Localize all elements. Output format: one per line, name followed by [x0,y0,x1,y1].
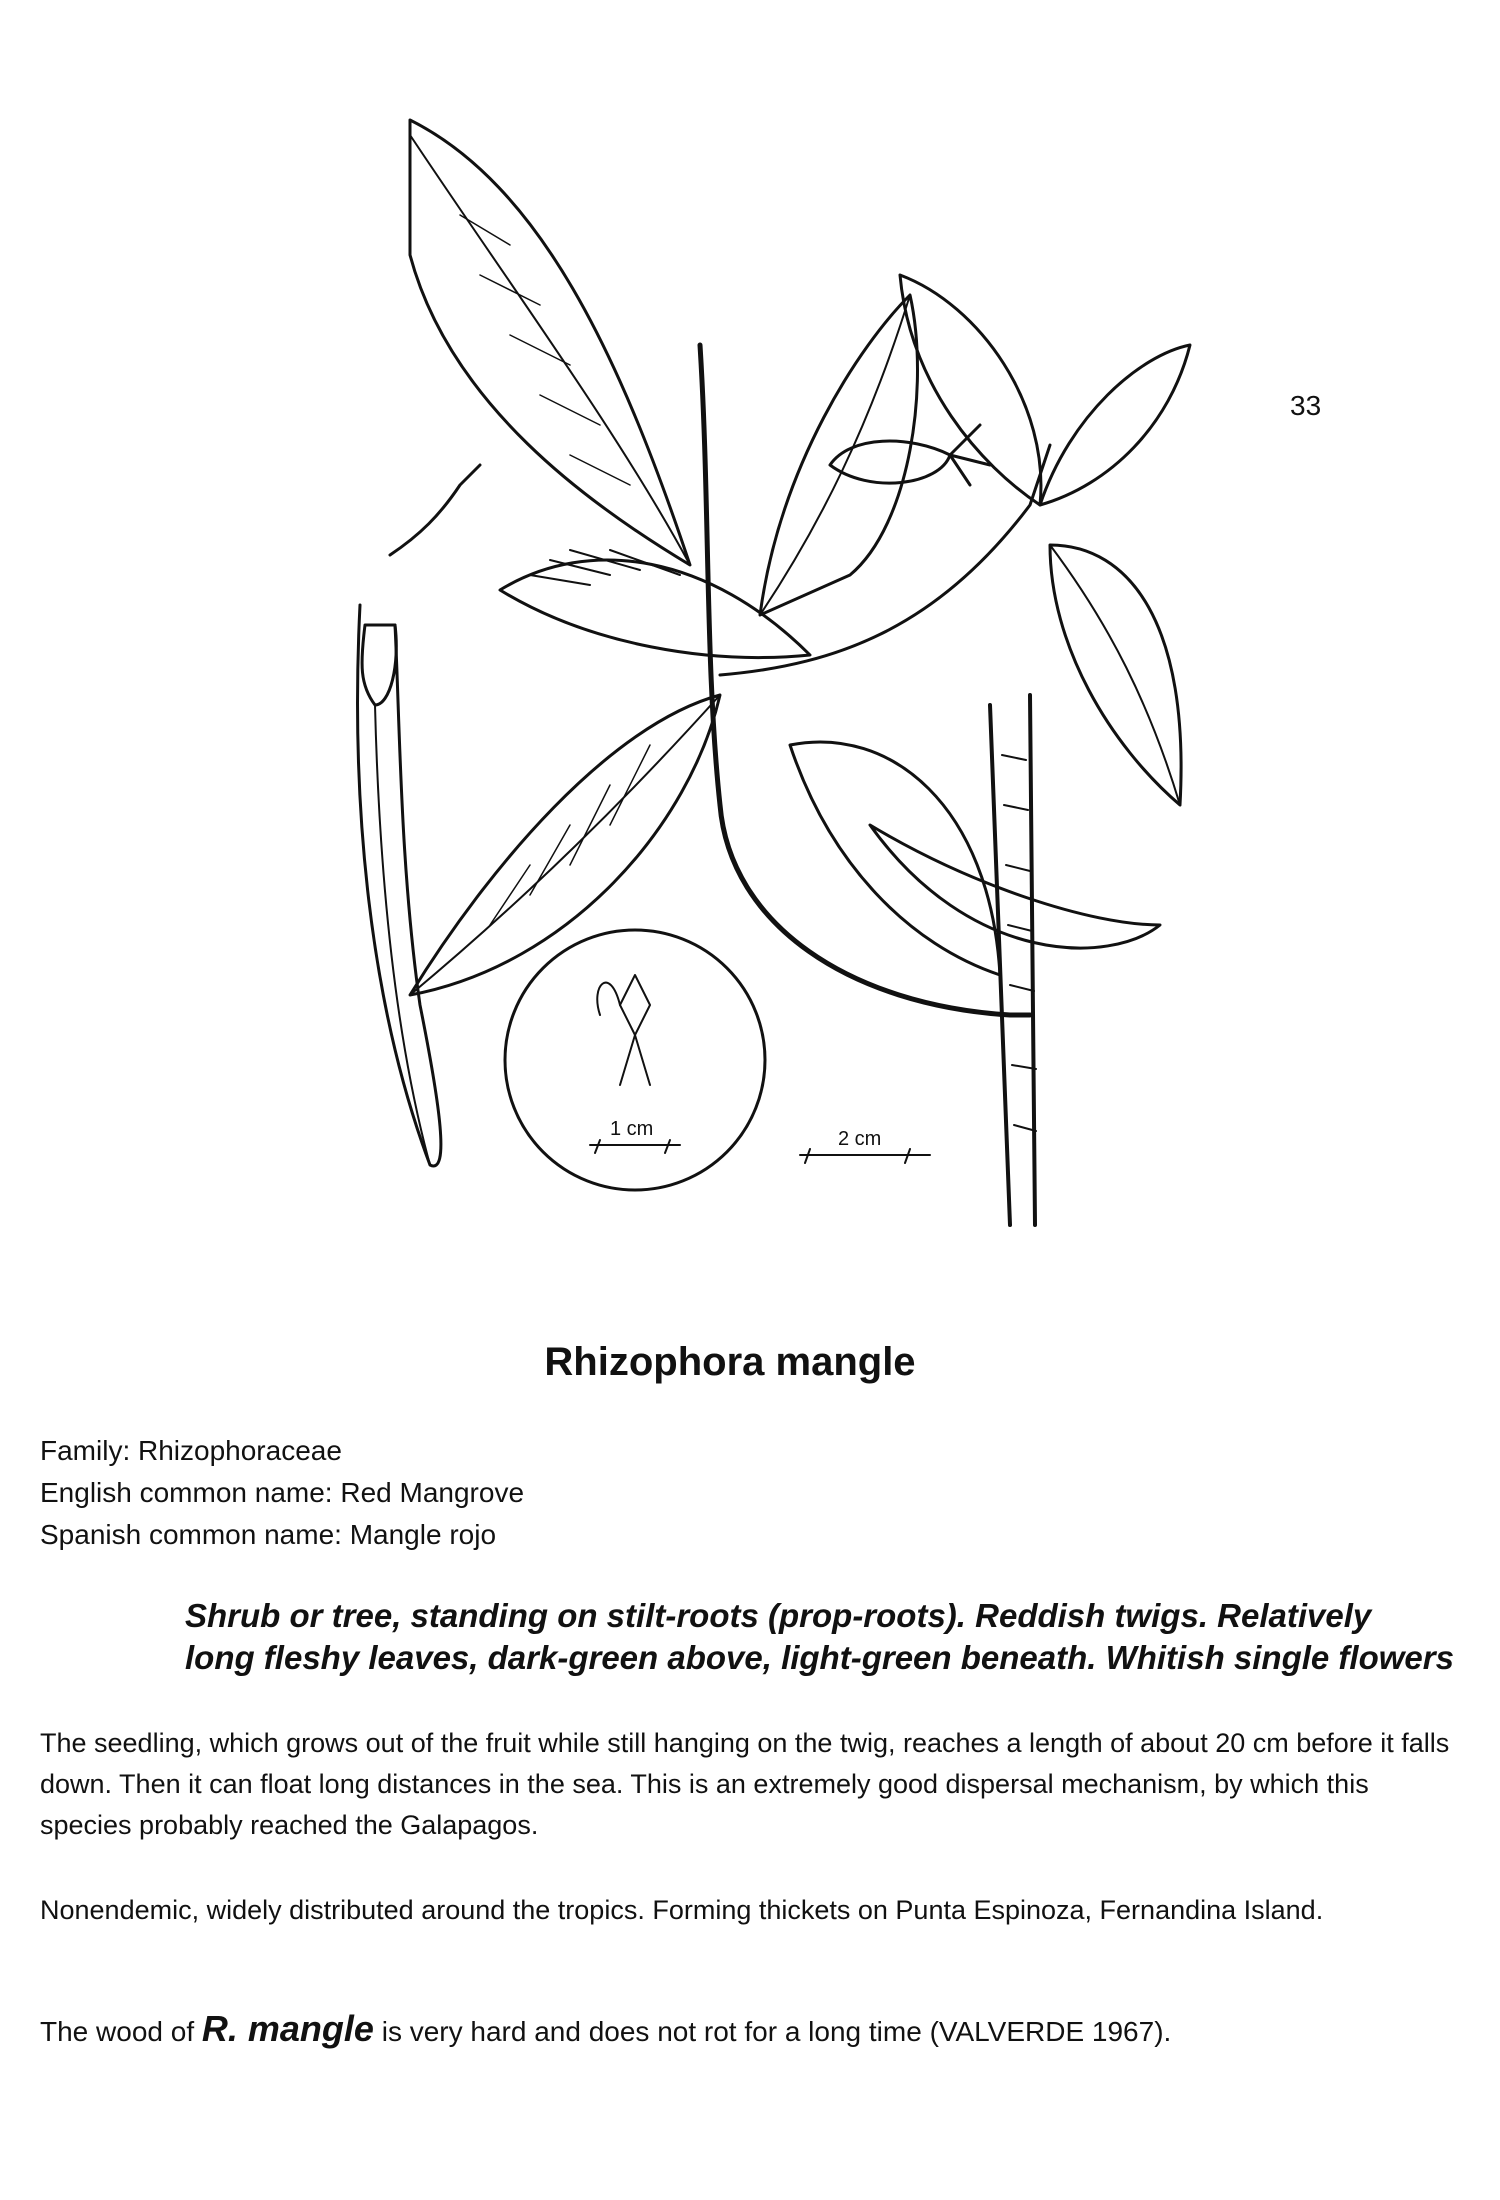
plant-illustration [290,105,1250,1245]
seedling-paragraph: The seedling, which grows out of the fruit while still hanging on the twig, reaches a length of about 20 cm before it falls down. Then it can float long distances in the sea. This is an extremely good dispersal mechanism, by which this species probably reached the Galapagos. [40,1728,1450,1840]
wood-prefix: The wood of [40,2016,195,2047]
summary-line-1: Shrub or tree, standing on stilt-roots (prop-roots). Reddish twigs. Relatively [185,1597,1372,1634]
inset-circle [505,930,765,1190]
wood-suffix: is very hard and does not rot for a long time (VALVERDE 1967). [381,2016,1172,2047]
english-name-line: English common name: Red Mangrove [40,1477,525,1508]
wood-genus: R. mangle [201,2008,374,2049]
family-line: Family: Rhizophoraceae [40,1435,342,1466]
description-summary [185,1595,1475,1679]
taxonomy-info [40,1430,524,1556]
main-stem [700,345,1030,1015]
spanish-name-line: Spanish common name: Mangle rojo [40,1519,497,1550]
scale-label-1cm: 1 cm [610,1118,654,1140]
trunk [990,695,1035,1225]
leaf-right [1050,545,1181,805]
distribution-paragraph: Nonendemic, widely distributed around the tropics. Forming thickets on Punta Espinoza, Fernandina Island. [40,1895,1324,1925]
scale-label-2cm: 2 cm [838,1128,882,1150]
leaf-top-right-a [900,275,1041,505]
seedling [358,605,441,1166]
page-number: 33 [1290,390,1322,421]
leaf-top-right-b [1040,345,1190,505]
summary-line-2: long fleshy leaves, dark-green above, light-green beneath. Whitish single flowers [185,1639,1454,1676]
wood-paragraph [40,2008,1460,2052]
species-title: Rhizophora mangle [544,1340,916,1384]
fruit [830,441,950,483]
